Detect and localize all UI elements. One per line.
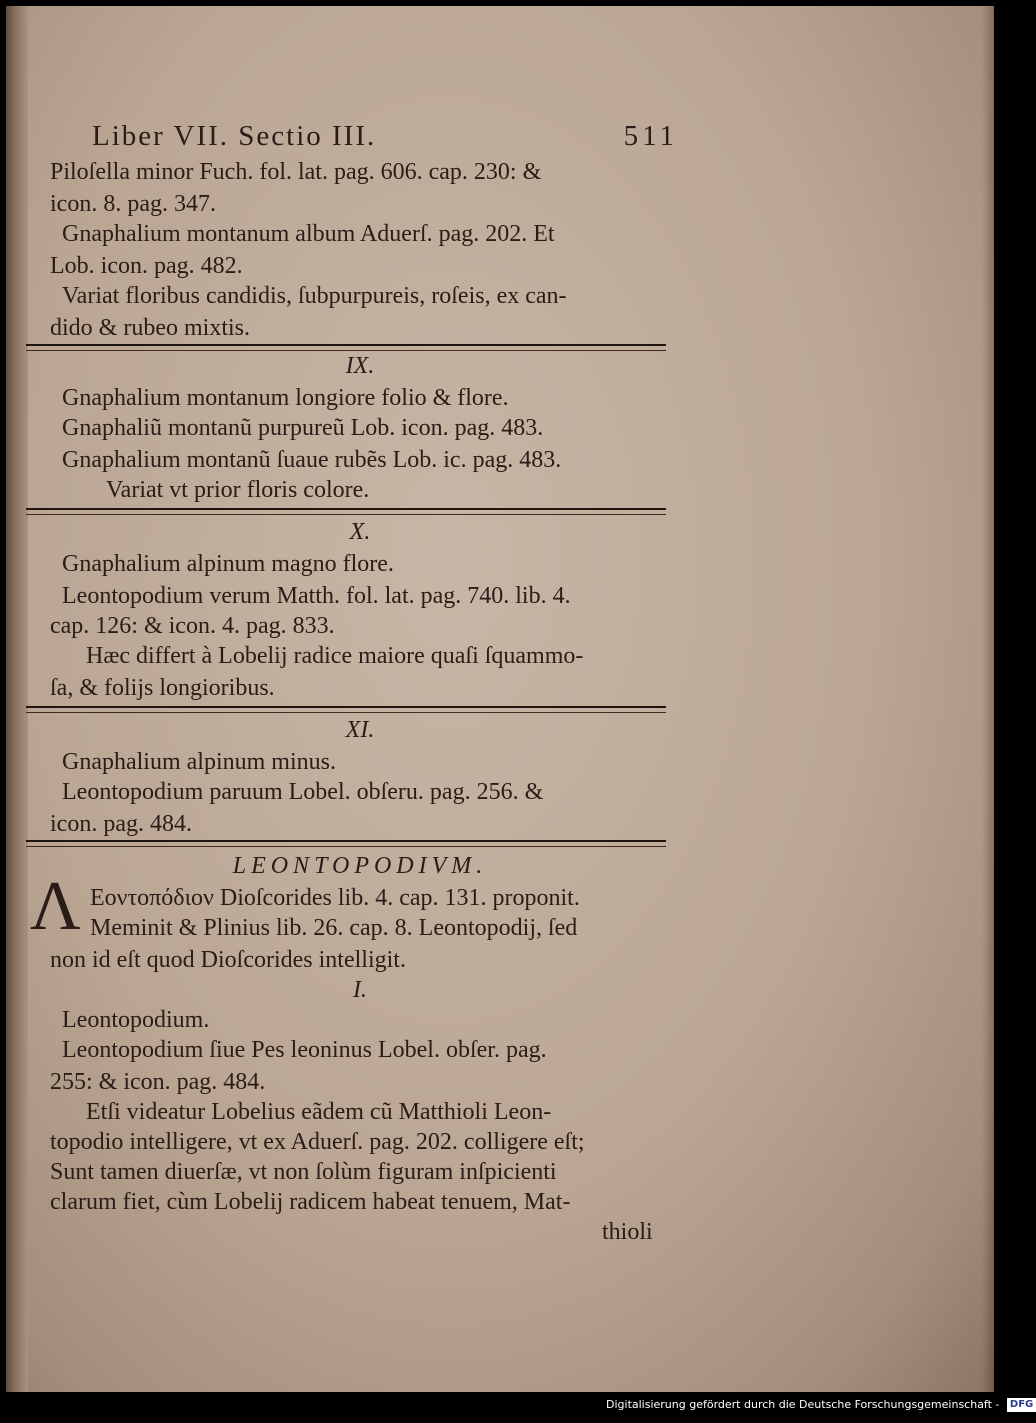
- text-line: Leontopodium paruum Lobel. obſeru. pag. 256. &: [62, 779, 544, 805]
- text-line: clarum fiet, cùm Lobelij radicem habeat tenuem, Mat-: [50, 1189, 571, 1215]
- funding-credit-text: Digitalisierung gefördert durch die Deutsche Forschungsgemeinschaft -: [606, 1398, 1000, 1411]
- section-rule: [26, 508, 666, 515]
- section-numeral: XI.: [345, 717, 375, 743]
- catchword: thioli: [602, 1219, 653, 1245]
- text-line: Sunt tamen diuerſæ, vt non ſolùm figuram inſpicienti: [50, 1159, 557, 1185]
- text-line: Gnaphalium montanum album Aduerſ. pag. 202. Et: [62, 221, 555, 247]
- text-line: Piloſella minor Fuch. fol. lat. pag. 606. cap. 230: &: [50, 159, 542, 185]
- section-numeral: I.: [353, 977, 367, 1003]
- text-line: non id eſt quod Dioſcorides intelligit.: [50, 947, 406, 973]
- chapter-heading: LEONTOPODIVM.: [232, 853, 488, 879]
- text-line: icon. 8. pag. 347.: [50, 191, 216, 217]
- text-line: ſa, & folijs longioribus.: [50, 675, 275, 701]
- text-line: Meminit & Plinius lib. 26. cap. 8. Leontopodij, ſed: [90, 915, 578, 941]
- text-line: Variat floribus candidis, ſubpurpureis, roſeis, ex can-: [62, 283, 567, 309]
- section-numeral: IX.: [345, 353, 375, 379]
- running-head-title: Liber VII. Sectio III.: [92, 120, 377, 152]
- running-head: [92, 120, 678, 154]
- text-line: Lob. icon. pag. 482.: [50, 253, 243, 279]
- text-line: topodio intelligere, vt ex Aduerſ. pag. 202. colligere eſt;: [50, 1129, 585, 1155]
- text-line: Etſi videatur Lobelius eãdem cũ Matthioli Leon-: [86, 1099, 552, 1125]
- text-line: Εοντοπόδιον Dioſcorides lib. 4. cap. 131. proponit.: [90, 885, 580, 911]
- text-line: Gnaphalium montanũ ſuaue rubẽs Lob. ic. pag. 483.: [62, 447, 562, 473]
- page-number: 511: [623, 120, 678, 152]
- text-line: Gnaphaliũ montanũ purpureũ Lob. icon. pag. 483.: [62, 415, 544, 441]
- text-line: icon. pag. 484.: [50, 811, 192, 837]
- text-line: Leontopodium ſiue Pes leoninus Lobel. obſer. pag.: [62, 1037, 547, 1063]
- drop-cap-initial: Λ: [30, 868, 81, 945]
- section-rule: [26, 706, 666, 713]
- text-line: dido & rubeo mixtis.: [50, 315, 250, 341]
- dfg-logo: DFG: [1007, 1398, 1036, 1412]
- book-page: [6, 6, 994, 1392]
- text-line: Gnaphalium alpinum minus.: [62, 749, 336, 775]
- section-numeral: X.: [349, 519, 371, 545]
- text-line: Gnaphalium alpinum magno flore.: [62, 551, 394, 577]
- text-line: Hæc differt à Lobelij radice maiore quaſi ſquammo-: [86, 643, 584, 669]
- text-line: Gnaphalium montanum longiore folio & flore.: [62, 385, 509, 411]
- text-line: cap. 126: & icon. 4. pag. 833.: [50, 613, 335, 639]
- text-line: Leontopodium verum Matth. fol. lat. pag. 740. lib. 4.: [62, 583, 571, 609]
- text-line: Leontopodium.: [62, 1007, 210, 1033]
- page-text: [6, 6, 994, 1392]
- text-line: Variat vt prior floris colore.: [106, 477, 370, 503]
- section-rule: [26, 840, 666, 847]
- funding-credit: [606, 1398, 1036, 1416]
- section-rule: [26, 344, 666, 351]
- text-line: 255: & icon. pag. 484.: [50, 1069, 266, 1095]
